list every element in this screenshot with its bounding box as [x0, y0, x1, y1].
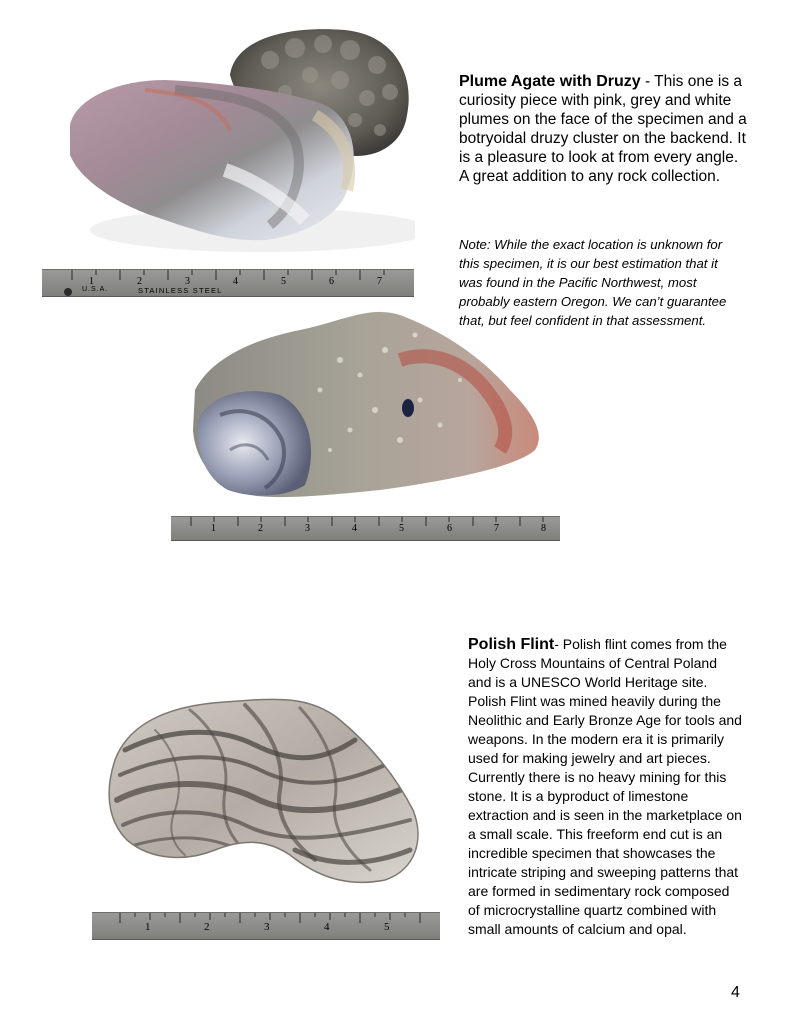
- ruler-3-number-1: 1: [145, 921, 151, 933]
- ruler-2-number-6: 6: [447, 523, 452, 534]
- ruler-1: [42, 269, 414, 297]
- plume-agate-body: - This one is a curiosity piece with pink, grey and white plumes on the face of the specimen and a botryoidal druzy cluster on the backend. It is a pleasure to look at from every angle. A great addition to any rock collection.: [459, 73, 747, 185]
- plume-agate-description: [459, 72, 749, 186]
- ruler-1-number-2: 2: [137, 276, 142, 287]
- ruler-2-number-8: 8: [541, 523, 546, 534]
- ruler-3: [92, 912, 440, 940]
- ruler-1-number-4: 4: [233, 276, 238, 287]
- ruler-1-number-1: 1: [89, 276, 94, 287]
- plume-agate-note: Note: While the exact location is unknown for this specimen, it is our best estimation that it was found in the Pacific Northwest, most probably eastern Oregon. We can’t guarantee that, but feel confident in that assessment.: [459, 237, 727, 328]
- ruler-2: [171, 516, 560, 541]
- polish-flint-title: Polish Flint: [468, 636, 555, 653]
- ruler-3-number-5: 5: [384, 921, 390, 933]
- ruler-1-number-7: 7: [377, 276, 382, 287]
- ruler-1-brand-left: U.S.A.: [82, 286, 109, 293]
- polish-flint-body: - Polish flint comes from the Holy Cross Mountains of Central Poland and is a UNESCO World Heritage site. Polish Flint was mined heavily during the Neolithic and Early Bronze Age for tools and weapons. In the modern era it is primarily used for making jewelry and art pieces. Currently there is no heavy mining for this stone. It is a byproduct of limestone extraction and is seen in the marketplace on a small scale. This freeform end cut is an incredible specimen that showcases the intricate striping and sweeping patterns that are formed in sedimentary rock composed of microcrystalline quartz combined with small amounts of calcium and opal.: [468, 636, 742, 937]
- ruler-1-number-3: 3: [185, 276, 190, 287]
- ruler-1-number-5: 5: [281, 276, 286, 287]
- polish-flint-photo: [95, 690, 425, 890]
- plume-agate-photo-1: [55, 20, 415, 270]
- ruler-3-number-3: 3: [264, 921, 270, 933]
- ruler-3-number-2: 2: [204, 921, 210, 933]
- ruler-2-number-2: 2: [258, 523, 263, 534]
- ruler-2-number-4: 4: [352, 523, 357, 534]
- ruler-2-number-3: 3: [305, 523, 310, 534]
- ruler-2-number-5: 5: [399, 523, 404, 534]
- plume-agate-title: Plume Agate with Druzy: [459, 73, 641, 90]
- ruler-3-number-4: 4: [324, 921, 330, 933]
- polish-flint-description: [468, 635, 743, 939]
- ruler-2-number-1: 1: [211, 523, 216, 534]
- page-number: 4: [731, 984, 740, 1001]
- ruler-1-brand-text: STAINLESS STEEL: [138, 286, 223, 295]
- ruler-2-number-7: 7: [494, 523, 499, 534]
- plume-agate-photo-2: [190, 300, 550, 505]
- ruler-1-number-6: 6: [329, 276, 334, 287]
